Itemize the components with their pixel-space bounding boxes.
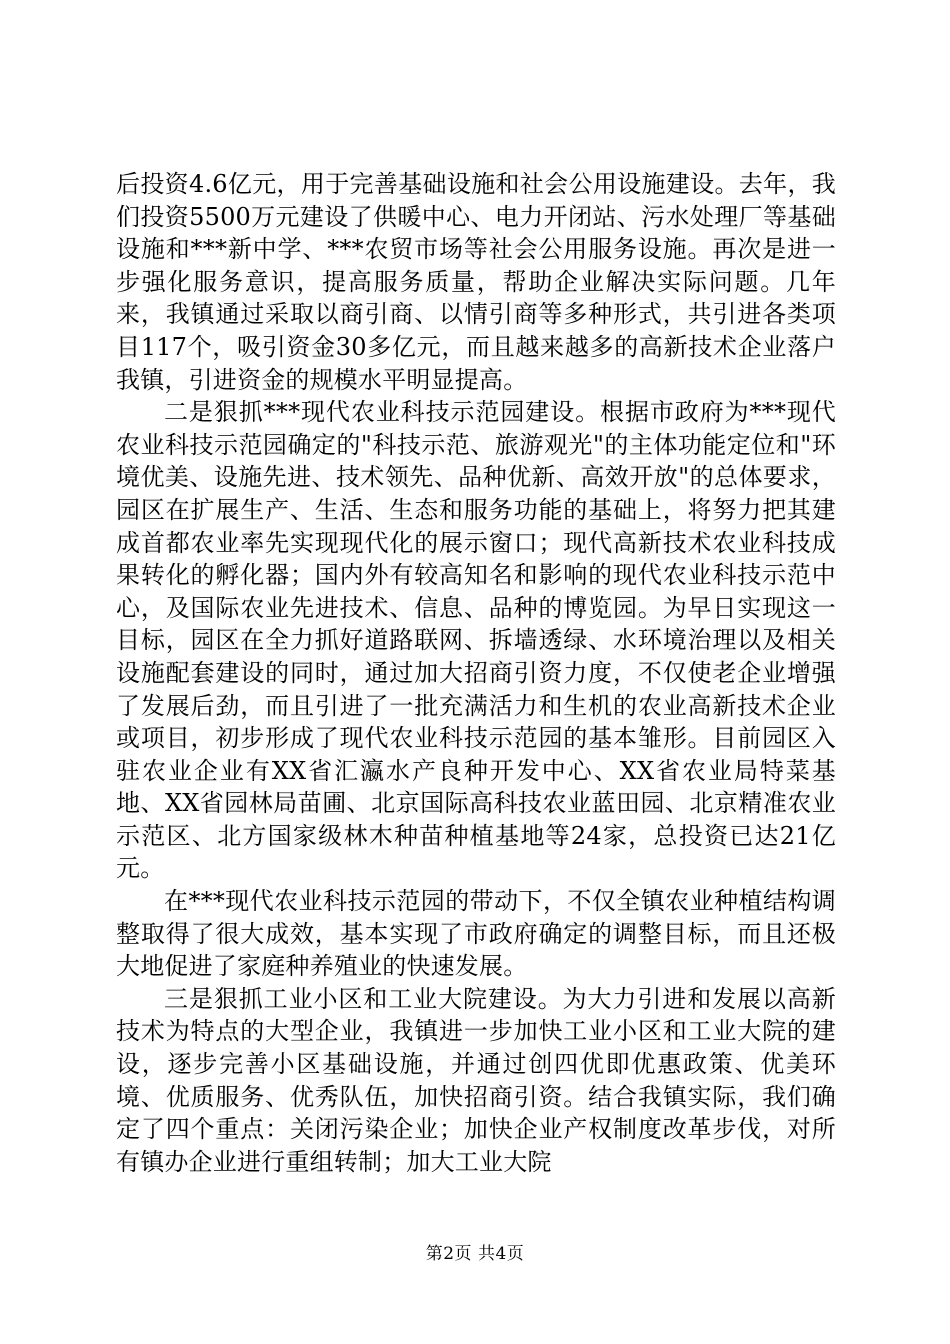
paragraph-industrial-zone: 三是狠抓工业小区和工业大院建设。为大力引进和发展以高新技术为特点的大型企业，我镇进一步加快工业小区和工业大院的建设，逐步完善小区基础设施，并通过创四优即优惠政策、优美环境、优质服务、优秀队伍，加快招商引资。结合我镇实际，我们确定了四个重点：关闭污染企业；加快企业产权制度改革步伐，对所有镇办企业进行重组转制；加大工业大院	[116, 984, 836, 1176]
document-body	[116, 168, 836, 1178]
paragraph-investment: 后投资4.6亿元，用于完善基础设施和社会公用设施建设。去年，我们投资5500万元建设了供暖中心、电力开闭站、污水处理厂等基础设施和***新中学、***农贸市场等社会公用服务设施。再次是进一步强化服务意识，提高服务质量，帮助企业解决实际问题。几年来，我镇通过采取以商引商、以情引商等多种形式，共引进各类项目117个，吸引资金30多亿元，而且越来越多的高新技术企业落户我镇，引进资金的规模水平明显提高。	[116, 170, 836, 394]
paragraph-agri-park: 二是狠抓***现代农业科技示范园建设。根据市政府为***现代农业科技示范园确定的"科技示范、旅游观光"的主体功能定位和"环境优美、设施先进、技术领先、品种优新、高效开放"的总体要求，园区在扩展生产、生活、生态和服务功能的基础上，将努力把其建成首都农业率先实现现代化的展示窗口；现代高新技术农业科技成果转化的孵化器；国内外有较高知名和影响的现代农业科技示范中心，及国际农业先进技术、信息、品种的博览园。为早日实现这一目标，园区在全力抓好道路联网、拆墙透绿、水环境治理以及相关设施配套建设的同时，通过加大招商引资力度，不仅使老企业增强了发展后劲，而且引进了一批充满活力和生机的农业高新技术企业或项目，初步形成了现代农业科技示范园的基本雏形。目前园区入驻农业企业有XX省汇瀛水产良种开发中心、XX省农业局特菜基地、XX省园林局苗圃、北京国际高科技农业蓝田园、北京精准农业示范区、北方国家级林木种苗种植基地等24家，总投资已达21亿元。	[116, 398, 836, 883]
paragraph-agri-impact: 在***现代农业科技示范园的带动下，不仅全镇农业种植结构调整取得了很大成效，基本实现了市政府确定的调整目标，而且还极大地促进了家庭种养殖业的快速发展。	[116, 887, 836, 981]
page-number-footer: 第2页 共4页	[425, 1244, 525, 1264]
